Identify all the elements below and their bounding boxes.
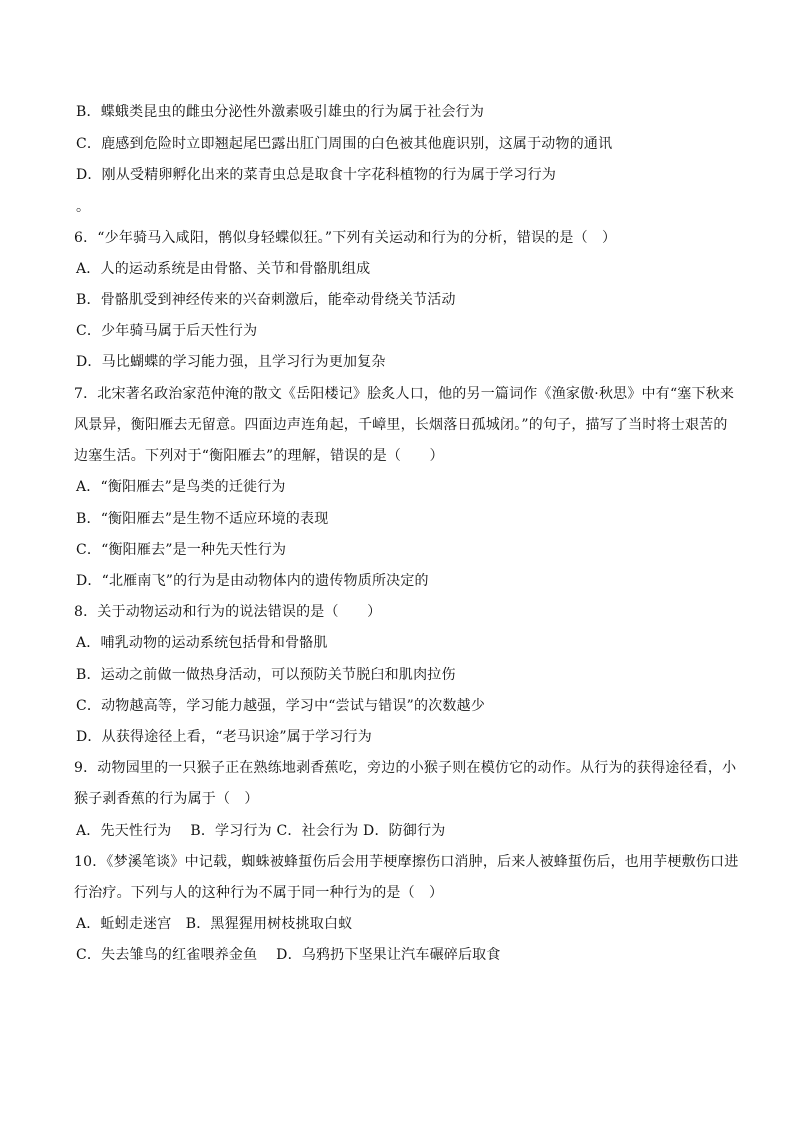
q6-option-b: B．骨骼肌受到神经传来的兴奋刺激后，能牵动骨绕关节活动 [76, 292, 456, 308]
q6-option-c: C．少年骑马属于后天性行为 [76, 323, 258, 339]
prev-trailing-mark: 。 [76, 199, 91, 215]
q9-options: A．先天性行为 B．学习行为 C．社会行为 D．防御行为 [76, 823, 446, 839]
prev-option-b: B．蝶蛾类昆虫的雌虫分泌性外激素吸引雄虫的行为属于社会行为 [76, 104, 485, 120]
q10-options-row-1: A．蚯蚓走迷宫 B．黑猩猩用树枝挑取白蚁 [76, 916, 353, 932]
q6-option-d: D．马比蝴蝶的学习能力强，且学习行为更加复杂 [76, 354, 386, 370]
q8-stem: 8．关于动物运动和行为的说法错误的是（ ） [74, 604, 382, 620]
q7-option-d: D．“北雁南飞”的行为是由动物体内的遗传物质所决定的 [76, 573, 429, 589]
q7-stem-line-2: 风景异，衡阳雁去无留意。四面边声连角起，千嶂里，长烟落日孤城闭。”的句子，描写了当时将士艰苦的 [74, 417, 728, 433]
q7-stem-line-1: 7．北宋著名政治家范仲淹的散文《岳阳楼记》脍炙人口，他的另一篇词作《渔家傲·秋思》中有“塞下秋来 [74, 386, 735, 402]
q8-option-c: C．动物越高等，学习能力越强，学习中“尝试与错误”的次数越少 [76, 698, 486, 714]
q8-option-a: A．哺乳动物的运动系统包括骨和骨骼肌 [76, 635, 328, 651]
q7-option-a: A．“衡阳雁去”是鸟类的迁徙行为 [76, 479, 286, 495]
q10-stem-line-1: 10．《梦溪笔谈》中记载，蜘蛛被蜂蜇伤后会用芋梗摩擦伤口消肿，后来人被蜂蜇伤后，也用芋梗敷伤口进 [74, 854, 739, 870]
q6-option-a: A．人的运动系统是由骨骼、关节和骨骼肌组成 [76, 261, 371, 277]
q8-option-d: D．从获得途径上看，“老马识途”属于学习行为 [76, 729, 372, 745]
q10-options-row-2: C．失去雏鸟的红雀喂养金鱼 D．乌鸦扔下坚果让汽车碾碎后取食 [76, 947, 501, 963]
q7-stem-line-3: 边塞生活。下列对于“衡阳雁去”的理解，错误的是（ ） [74, 448, 444, 464]
prev-option-c: C．鹿感到危险时立即翘起尾巴露出肛门周围的白色被其他鹿识别，这属于动物的通讯 [76, 136, 613, 152]
q9-stem-line-1: 9．动物园里的一只猴子正在熟练地剥香蕉吃，旁边的小猴子则在模仿它的动作。从行为的获得途径看，小 [74, 760, 737, 776]
q8-option-b: B．运动之前做一做热身活动，可以预防关节脱臼和肌肉拉伤 [76, 667, 456, 683]
q7-option-c: C．“衡阳雁去”是一种先天性行为 [76, 542, 287, 558]
q9-stem-line-2: 猴子剥香蕉的行为属于（ ） [74, 791, 259, 807]
q7-option-b: B．“衡阳雁去”是生物不适应环境的表现 [76, 511, 329, 527]
q10-stem-line-2: 行治疗。下列与人的这种行为不属于同一种行为的是（ ） [74, 885, 444, 901]
prev-option-d: D．刚从受精卵孵化出来的菜青虫总是取食十字花科植物的行为属于学习行为 [76, 167, 557, 183]
q6-stem: 6．“少年骑马入咸阳，鹘似身轻蝶似狂。”下列有关运动和行为的分析，错误的是（ ） [74, 230, 617, 246]
